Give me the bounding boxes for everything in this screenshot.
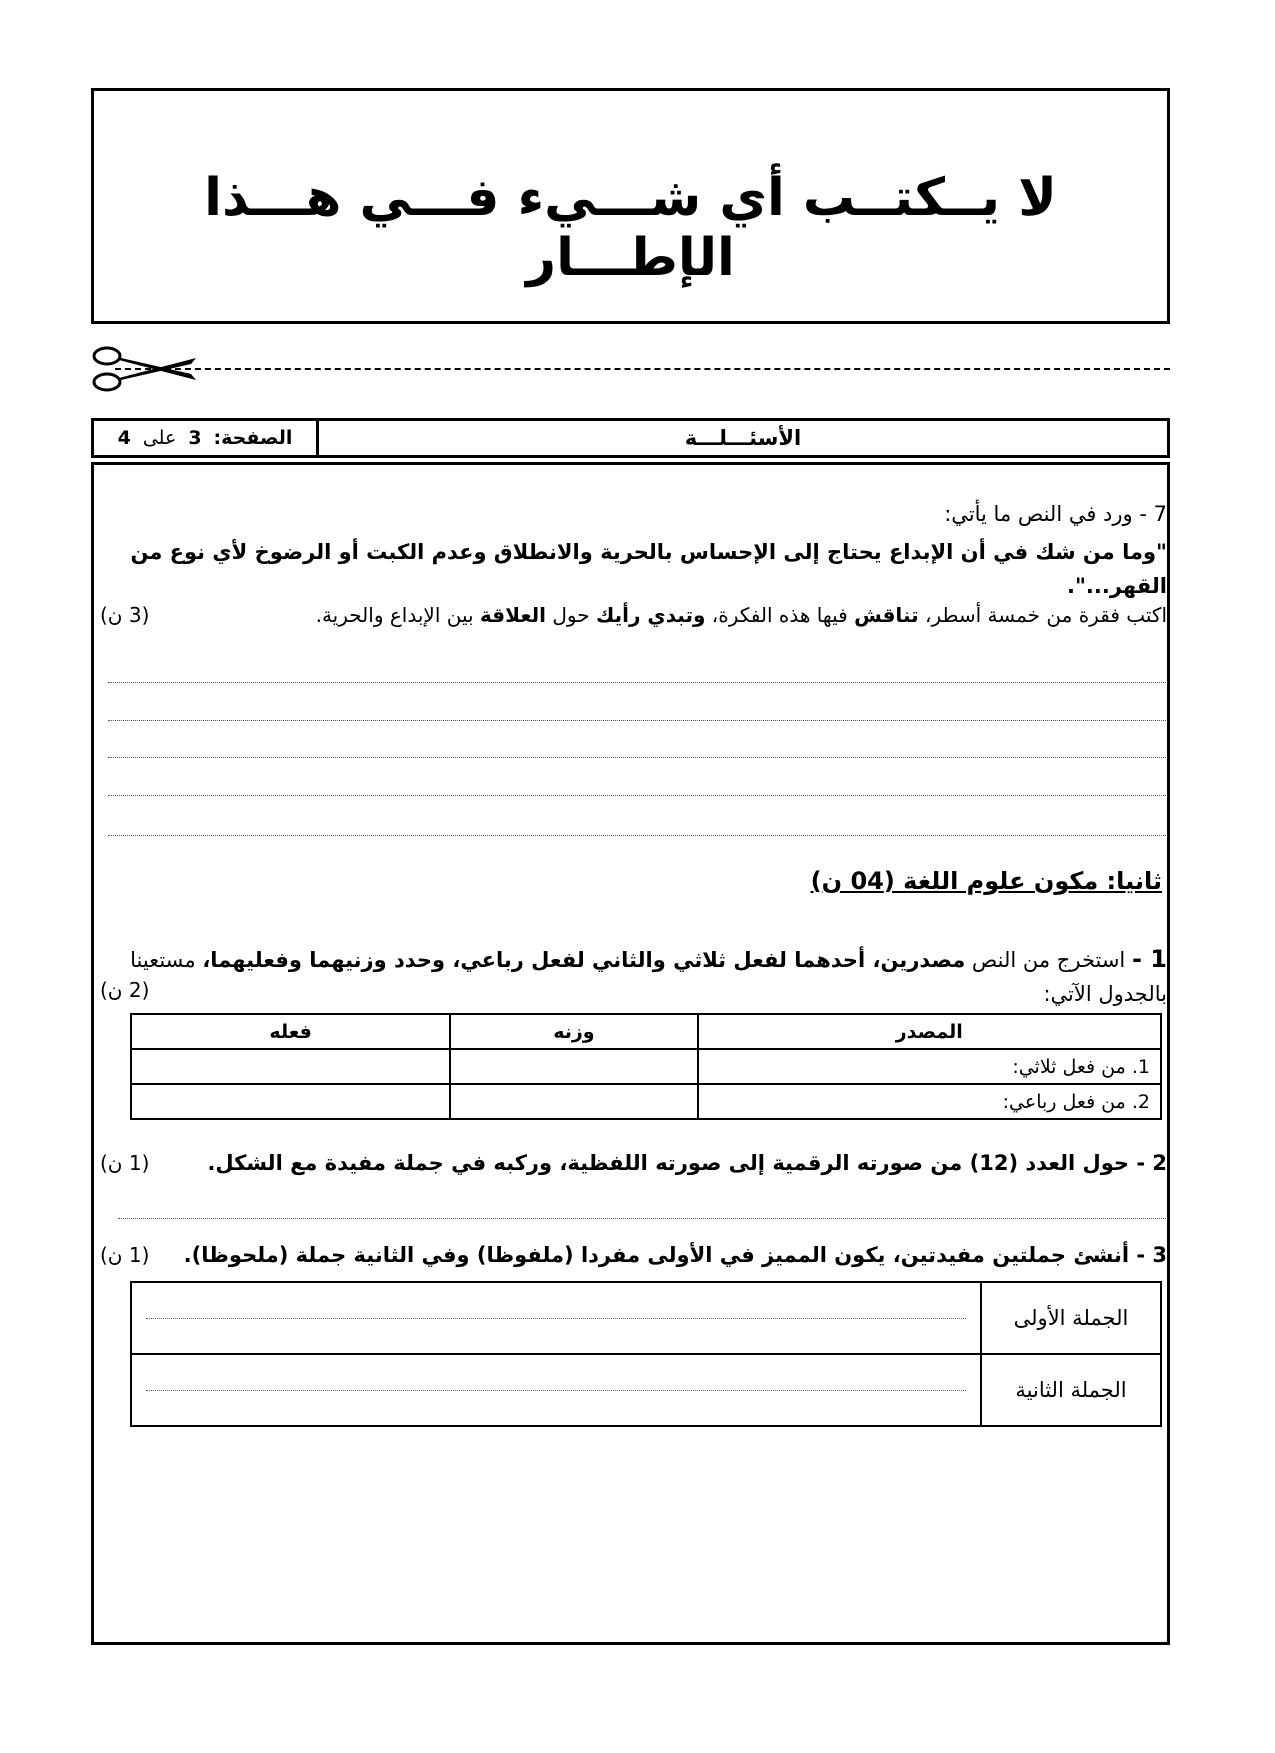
second-sentence-answer[interactable] [131, 1354, 981, 1426]
q1-text-part: استخرج من النص [971, 948, 1126, 972]
q3-text: 3 - أنشئ جملتين مفيدتين، يكون المميز في الأولى مفردا (ملفوظا) وفي الثانية جملة (ملحوظا). [183, 1243, 1167, 1267]
table-row [131, 1049, 1161, 1084]
answer-line[interactable] [108, 835, 1166, 836]
table-row [131, 1282, 1161, 1354]
q1-text [107, 942, 1167, 1011]
page-label: الصفحة: [213, 427, 293, 449]
first-sentence-answer[interactable] [131, 1282, 981, 1354]
questions-title: الأسئـــلـــة [684, 426, 802, 450]
table-row [131, 1354, 1161, 1426]
q7-quote: "وما من شك في أن الإبداع يحتاج إلى الإحساس بالحرية والانطلاق وعدم الكبت أو الرضوخ لأي نوع من القهر...". [130, 540, 1167, 598]
q7-intro: 7 - ورد في النص ما يأتي: [944, 502, 1167, 526]
q1-text-part: مستعينا بالجدول الآتي: [130, 948, 1167, 1006]
answer-cell[interactable] [450, 1084, 697, 1119]
q1-text-bold: مصدرين، أحدهما لفعل ثلاثي والثاني لفعل رباعي، وحدد وزنيهما وفعليهما، [202, 948, 966, 972]
q3-table [130, 1281, 1162, 1427]
q7-task-part: اكتب فقرة من خمسة أسطر، [924, 603, 1167, 627]
q7-task-part: حول [552, 603, 590, 627]
q1-number: 1 - [1131, 945, 1167, 973]
header-wazn: وزنه [450, 1014, 697, 1049]
answer-cell[interactable] [131, 1084, 450, 1119]
q7-task-part: بين الإبداع والحرية. [315, 603, 474, 627]
page-total: 4 [117, 427, 131, 449]
q1-table [130, 1013, 1162, 1120]
answer-cell[interactable] [450, 1049, 697, 1084]
header-fi3l: فعله [131, 1014, 450, 1049]
q7-task-bold: وتبدي رأيك [595, 603, 706, 627]
q1-points: (2 ن) [100, 978, 150, 1002]
cut-line [115, 368, 1170, 370]
second-sentence-label: الجملة الثانية [981, 1354, 1161, 1426]
answer-line[interactable] [108, 757, 1166, 758]
page-indicator [94, 421, 316, 455]
q7-task [107, 603, 1167, 627]
answer-line[interactable] [108, 720, 1166, 721]
answer-cell[interactable] [131, 1049, 450, 1084]
row-label-rubai[interactable]: 2. من فعل رباعي: [698, 1084, 1162, 1119]
section2-title: ثانيا: مكون علوم اللغة (04 ن) [810, 867, 1162, 895]
answer-line[interactable] [108, 682, 1166, 683]
scissors-icon [91, 344, 201, 394]
table-row [131, 1084, 1161, 1119]
page-of: على [142, 427, 177, 449]
q7-task-bold: العلاقة [479, 603, 546, 627]
answer-line[interactable] [118, 1218, 1166, 1219]
q7-task-part: فيها هذه الفكرة، [711, 603, 848, 627]
row-label-thulathi[interactable]: 1. من فعل ثلاثي: [698, 1049, 1162, 1084]
page-current: 3 [188, 427, 202, 449]
header-masdar: المصدر [698, 1014, 1162, 1049]
no-write-title: لا يــكتــب أي شـــيء فـــي هـــذا الإطـــار [204, 168, 1057, 288]
table-header-row [131, 1014, 1161, 1049]
q2-points: (1 ن) [100, 1151, 150, 1175]
q7-task-bold: تناقش [854, 603, 919, 627]
q3-points: (1 ن) [100, 1243, 150, 1267]
q2-text: 2 - حول العدد (12) من صورته الرقمية إلى صورته اللفظية، وركبه في جملة مفيدة مع الشكل. [207, 1151, 1167, 1175]
answer-line[interactable] [108, 795, 1166, 796]
first-sentence-label: الجملة الأولى [981, 1282, 1161, 1354]
q7-points: (3 ن) [100, 603, 150, 627]
